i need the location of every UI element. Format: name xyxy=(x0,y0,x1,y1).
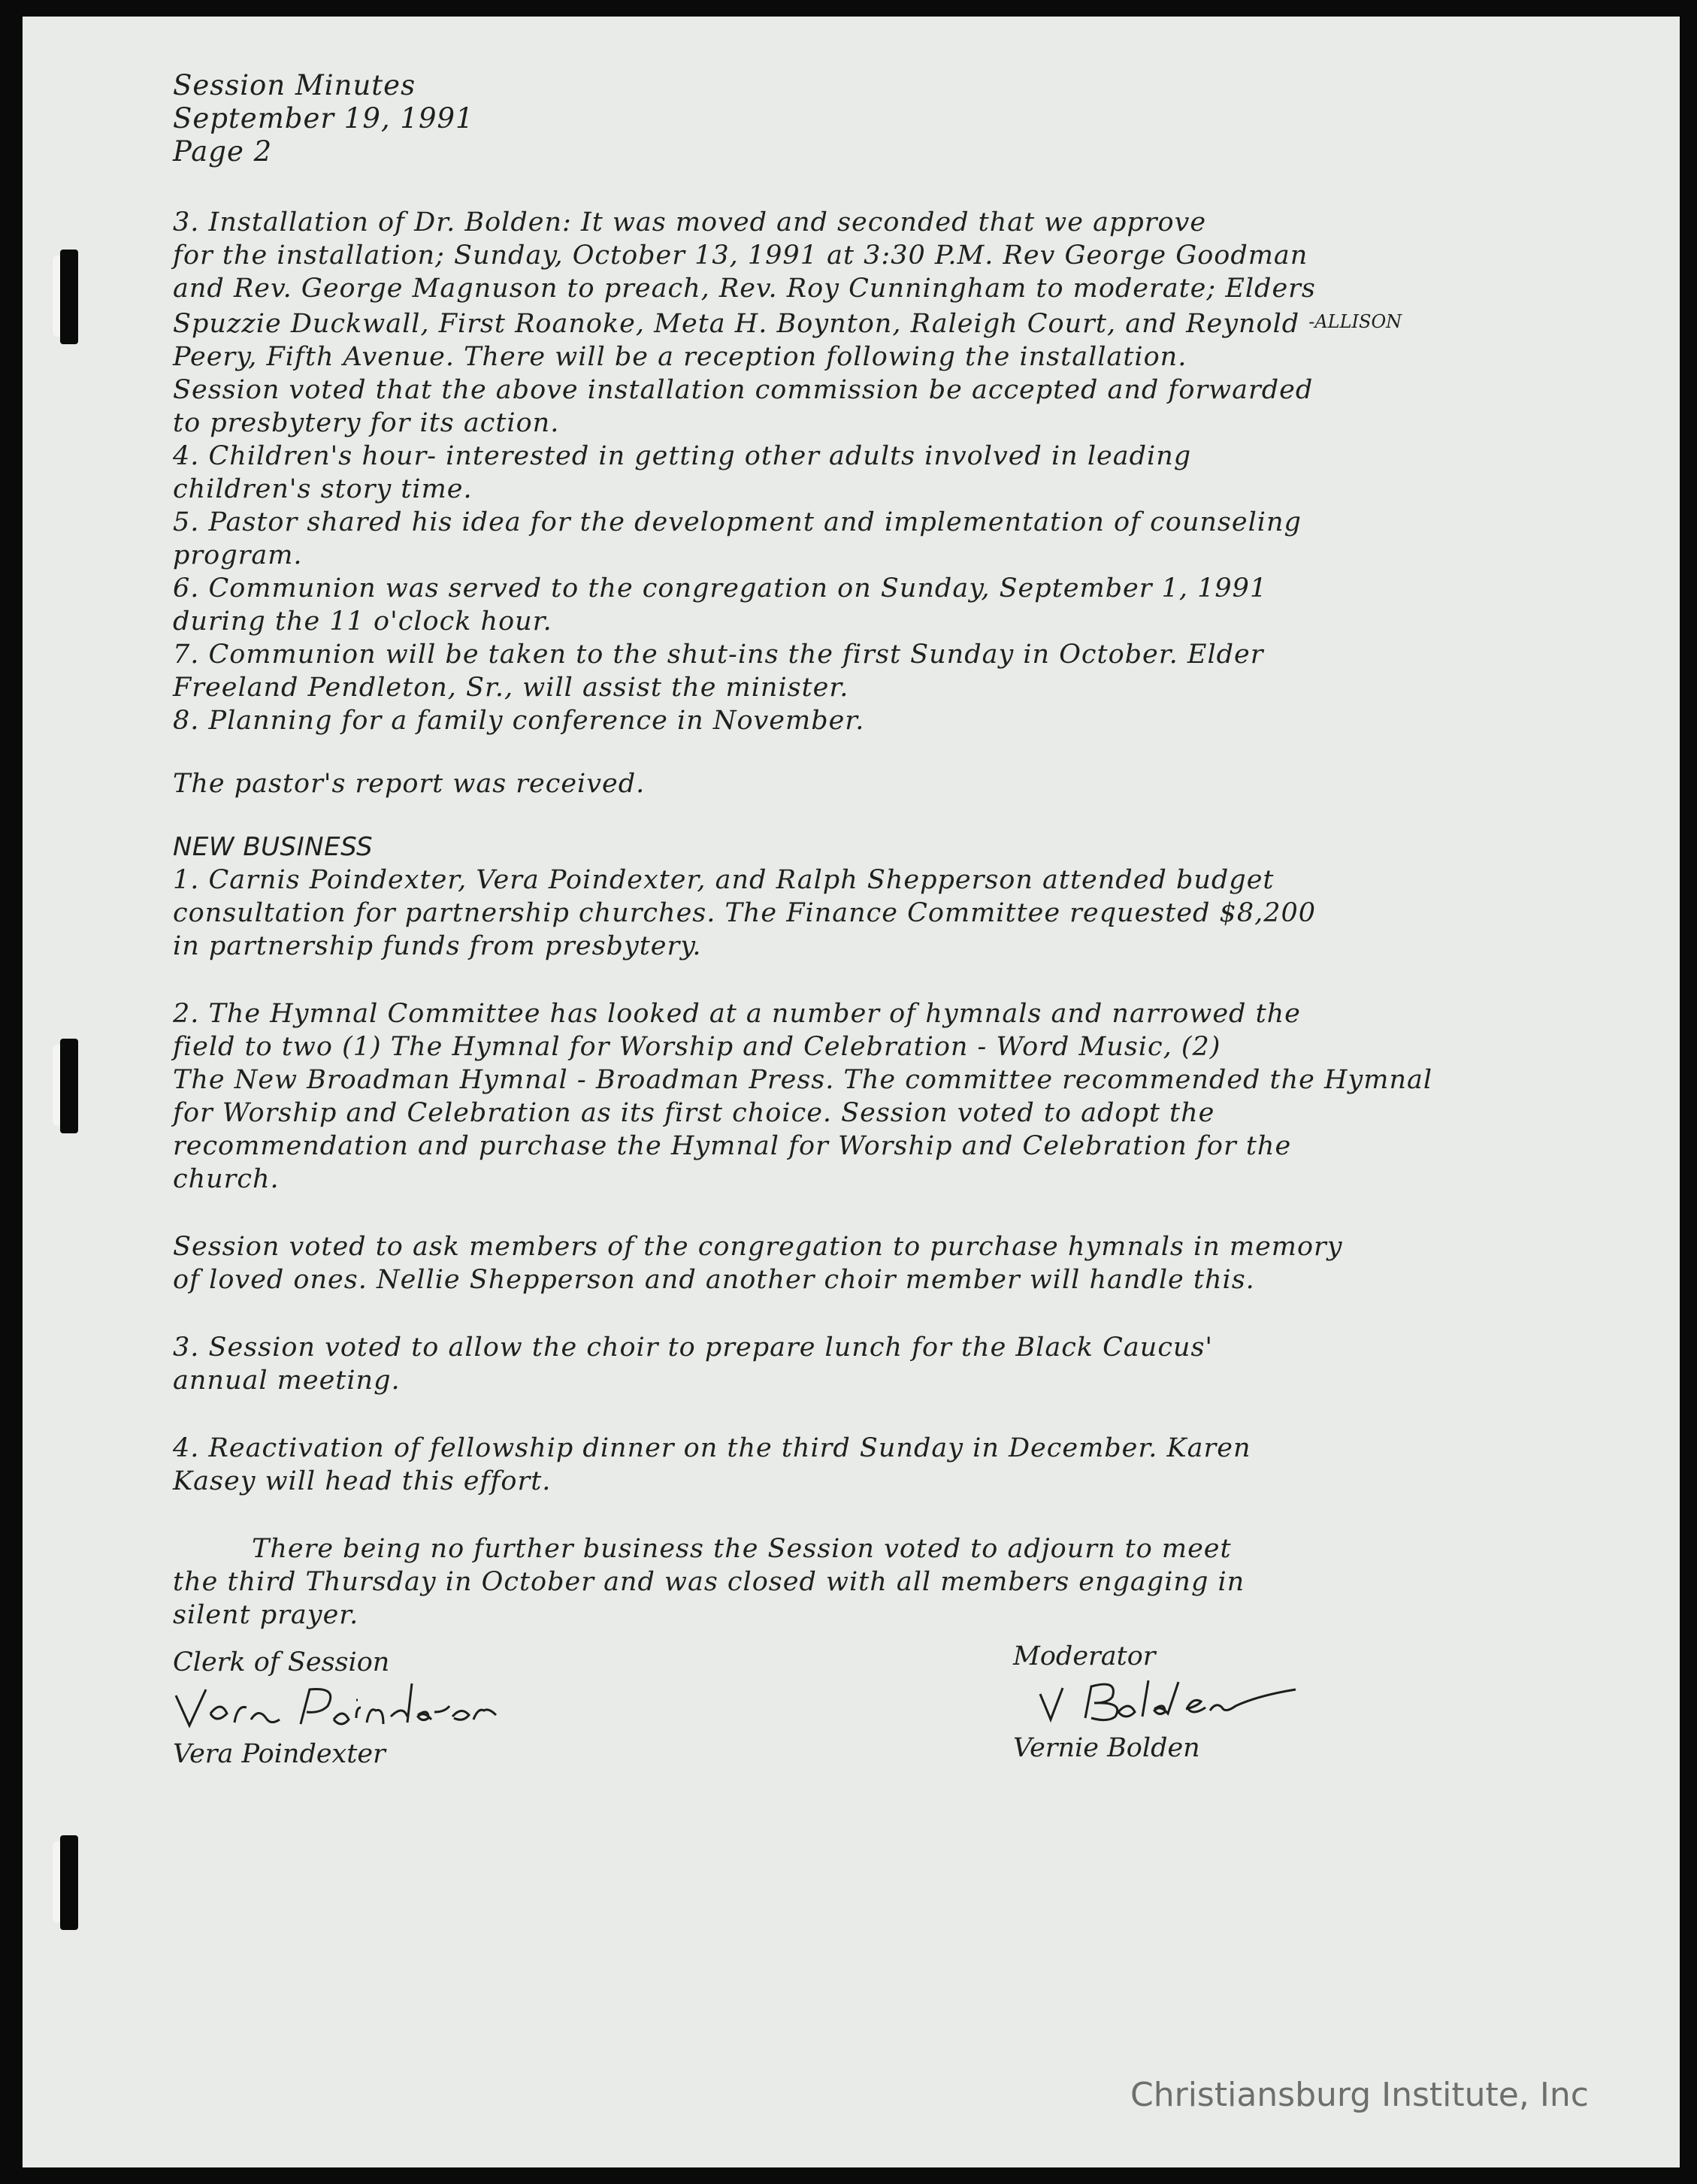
text-line: during the 11 o'clock hour. xyxy=(173,606,552,637)
text-line: field to two (1) The Hymnal for Worship and Celebration - Word Music, (2) xyxy=(173,1032,1221,1062)
report-item-6 xyxy=(173,572,1511,638)
punch-hole-bottom xyxy=(60,1835,78,1930)
new-business-item-2 xyxy=(173,997,1511,1196)
new-business-item-4 xyxy=(173,1432,1511,1498)
text-line: Kasey will head this effort. xyxy=(173,1466,552,1496)
report-item-7 xyxy=(173,638,1511,704)
header-page: Page 2 xyxy=(173,135,273,168)
text-line: annual meeting. xyxy=(173,1366,401,1396)
hymnal-memorial-paragraph xyxy=(173,1230,1511,1296)
text-line: silent prayer. xyxy=(173,1600,359,1630)
document-header xyxy=(173,69,1511,168)
report-received: The pastor's report was received. xyxy=(173,769,646,799)
text-line: to presbytery for its action. xyxy=(173,408,560,438)
minutes-body xyxy=(173,69,1511,1632)
text-line: 3. Installation of Dr. Bolden: It was moved and seconded that we approve xyxy=(173,207,1207,237)
new-business-item-3 xyxy=(173,1331,1511,1397)
text-line: in partnership funds from presbytery. xyxy=(173,931,702,961)
moderator-name: Vernie Bolden xyxy=(1013,1733,1200,1763)
text-line: There being no further business the Session voted to adjourn to meet xyxy=(252,1534,1232,1564)
text-line: 2. The Hymnal Committee has looked at a number of hymnals and narrowed the xyxy=(173,999,1301,1029)
new-business-item-1 xyxy=(173,864,1511,963)
punch-hole-top xyxy=(60,250,78,344)
text-line: 4. Children's hour- interested in getting other adults involved in leading xyxy=(173,441,1192,471)
header-date: September 19, 1991 xyxy=(173,102,474,135)
report-item-5 xyxy=(173,506,1511,572)
clerk-name: Vera Poindexter xyxy=(173,1739,386,1769)
header-title: Session Minutes xyxy=(173,69,416,101)
report-item-4 xyxy=(173,440,1511,506)
closing-paragraph xyxy=(173,1532,1511,1632)
moderator-signature-block xyxy=(1013,1640,1329,1765)
text-line: for Worship and Celebration as its first choice. Session voted to adopt the xyxy=(173,1098,1215,1128)
text-segment: Spuzzie Duckwall, First Roanoke, Meta H. Boynton, Raleigh Court, and Reynold xyxy=(173,309,1300,339)
text-line: the third Thursday in October and was closed with all members engaging in xyxy=(173,1567,1245,1597)
text-line: consultation for partnership churches. The Finance Committee requested $8,200 xyxy=(173,898,1317,928)
text-line: program. xyxy=(173,540,303,570)
punch-hole-middle xyxy=(60,1039,78,1133)
moderator-label: Moderator xyxy=(1013,1641,1156,1671)
text-line: Session voted to ask members of the congregation to purchase hymnals in memory xyxy=(173,1232,1343,1262)
text-line: and Rev. George Magnuson to preach, Rev. Roy Cunningham to moderate; Elders xyxy=(173,274,1316,304)
text-line: Peery, Fifth Avenue. There will be a reception following the installation. xyxy=(173,342,1187,372)
text-line: for the installation; Sunday, October 13, 1991 at 3:30 P.M. Rev George Goodman xyxy=(173,240,1308,271)
text-line: of loved ones. Nellie Shepperson and another choir member will handle this. xyxy=(173,1265,1255,1295)
text-line: children's story time. xyxy=(173,474,473,504)
report-item-8 xyxy=(173,704,1511,737)
text-line: 6. Communion was served to the congregation on Sunday, September 1, 1991 xyxy=(173,573,1268,603)
text-line: 5. Pastor shared his idea for the development and implementation of counseling xyxy=(173,507,1302,537)
text-line xyxy=(173,305,1511,340)
text-line: Freeland Pendleton, Sr., will assist the minister. xyxy=(173,673,849,703)
text-line: recommendation and purchase the Hymnal for Worship and Celebration for the xyxy=(173,1131,1292,1161)
text-line: church. xyxy=(173,1164,280,1194)
new-business-heading: NEW BUSINESS xyxy=(173,832,374,862)
text-line: 3. Session voted to allow the choir to prepare lunch for the Black Caucus' xyxy=(173,1332,1214,1363)
text-line: 7. Communion will be taken to the shut-ins the first Sunday in October. Elder xyxy=(173,640,1264,670)
report-item-3 xyxy=(173,206,1511,440)
clerk-signature-block xyxy=(173,1646,504,1771)
clerk-signature xyxy=(173,1679,504,1738)
text-line: 1. Carnis Poindexter, Vera Poindexter, and Ralph Shepperson attended budget xyxy=(173,865,1275,895)
text-line: 4. Reactivation of fellowship dinner on the third Sunday in December. Karen xyxy=(173,1433,1251,1463)
text-line: The New Broadman Hymnal - Broadman Press. The committee recommended the Hymnal xyxy=(173,1065,1433,1095)
clerk-label: Clerk of Session xyxy=(173,1647,390,1677)
text-line: Session voted that the above installation commission be accepted and forwarded xyxy=(173,375,1314,405)
text-line: 8. Planning for a family conference in November. xyxy=(173,706,865,736)
document-page xyxy=(23,17,1680,2167)
watermark: Christiansburg Institute, Inc xyxy=(1130,2076,1589,2114)
moderator-signature xyxy=(1013,1673,1329,1732)
margin-annotation: -ALLISON xyxy=(1308,311,1402,332)
